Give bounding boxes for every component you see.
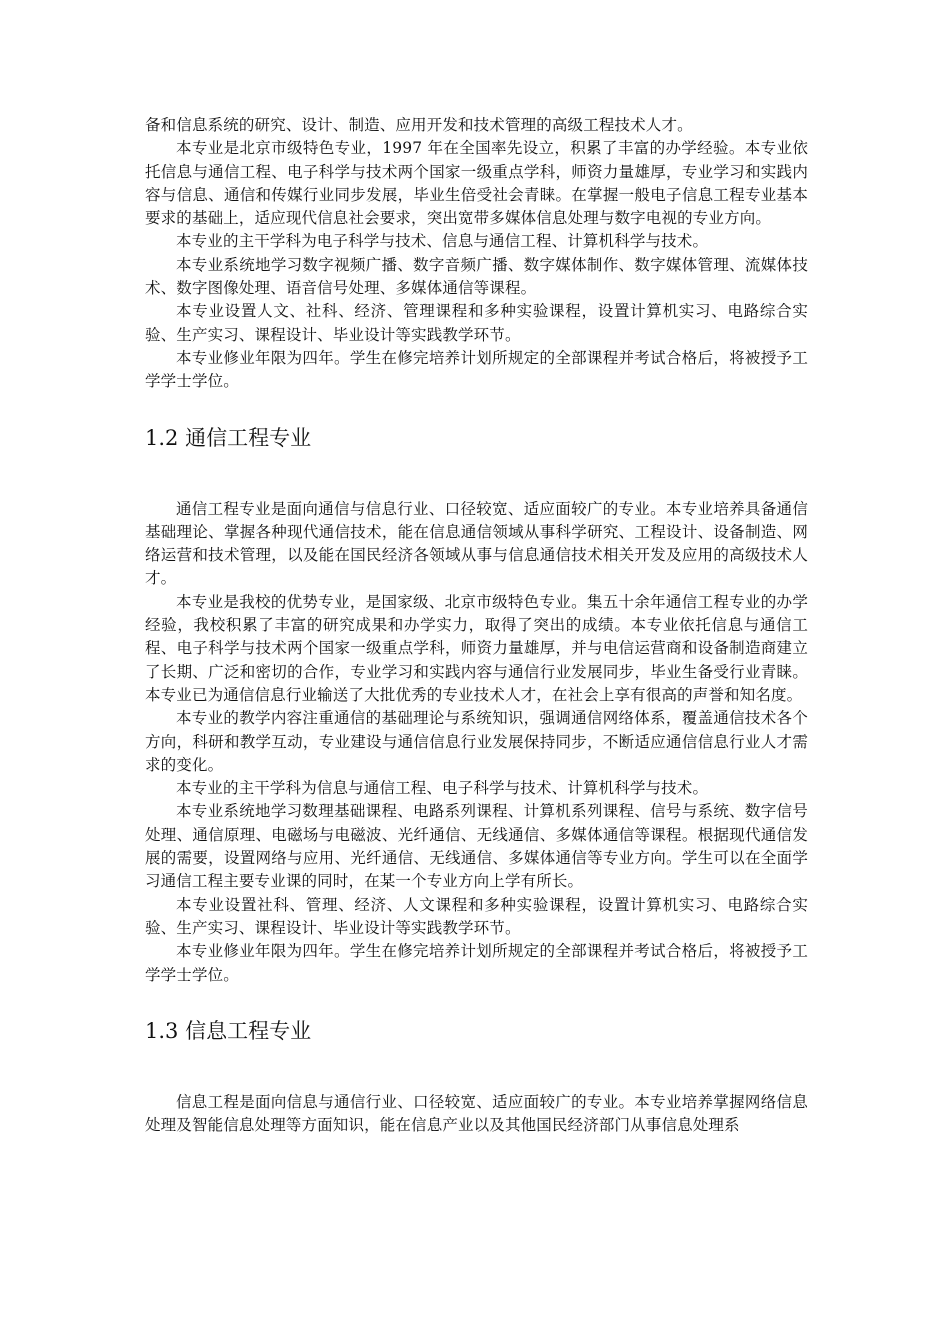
paragraph: 本专业的主干学科为信息与通信工程、电子科学与技术、计算机科学与技术。 xyxy=(176,779,709,798)
paragraph: 本专业是我校的优势专业，是国家级、北京市级特色专业。集五十余年通信工程专业的办学经验，我校积累了丰富的研究成果和办学实力，取得了突出的成绩。本专业依托信息与通信工程、电子科学与技术两个国家一级重点学科，师资力量雄厚，并与电信运营商和设备制造商建立了长期、广泛和密切的合作，专业学习和实践内容与通信行业发展同步，毕业生备受行业青睐。本专业已为通信信息行业输送了大批优秀的专业技术人才，在社会上享有很高的声誉和知名度。 xyxy=(145,592,808,704)
paragraph: 本专业设置社科、管理、经济、人文课程和多种实验课程，设置计算机实习、电路综合实验、生产实习、课程设计、毕业设计等实践教学环节。 xyxy=(145,895,808,937)
document-page xyxy=(145,114,808,1137)
paragraph: 本专业是北京市级特色专业，1997 年在全国率先设立，积累了丰富的办学经验。本专业依托信息与通信工程、电子科学与技术两个国家一级重点学科，师资力量雄厚，专业学习和实践内容与信息、通信和传媒行业同步发展，毕业生倍受社会青睐。在掌握一般电子信息工程专业基本要求的基础上，适应现代信息社会要求，突出宽带多媒体信息处理与数字电视的专业方向。 xyxy=(145,139,808,228)
paragraph: 本专业的主干学科为电子科学与技术、信息与通信工程、计算机科学与技术。 xyxy=(176,232,709,251)
section-heading-1-2: 1.2 通信工程专业 xyxy=(145,425,312,450)
paragraph: 备和信息系统的研究、设计、制造、应用开发和技术管理的高级工程技术人才。 xyxy=(145,116,693,134)
paragraph: 本专业的教学内容注重通信的基础理论与系统知识，强调通信网络体系，覆盖通信技术各个方向，科研和教学互动，专业建设与通信信息行业发展保持同步，不断适应通信信息行业人才需求的变化。 xyxy=(145,709,808,774)
paragraph: 本专业系统地学习数字视频广播、数字音频广播、数字媒体制作、数字媒体管理、流媒体技术、数字图像处理、语音信号处理、多媒体通信等课程。 xyxy=(145,255,808,298)
section-heading-1-3: 1.3 信息工程专业 xyxy=(145,1018,312,1043)
paragraph: 本专业系统地学习数理基础课程、电路系列课程、计算机系列课程、信号与系统、数字信号处理、通信原理、电磁场与电磁波、光纤通信、无线通信、多媒体通信等课程。根据现代通信发展的需要，设置网络与应用、光纤通信、无线通信、多媒体通信等专业方向。学生可以在全面学习通信工程主要专业课的同时，在某一个专业方向上学有所长。 xyxy=(145,802,808,891)
paragraph: 本专业修业年限为四年。学生在修完培养计划所规定的全部课程并考试合格后，将被授予工学学士学位。 xyxy=(145,348,808,391)
paragraph: 通信工程专业是面向通信与信息行业、口径较宽、适应面较广的专业。本专业培养具备通信基础理论、掌握各种现代通信技术，能在信息通信领域从事科学研究、工程设计、设备制造、网络运营和技术管理，以及能在国民经济各领域从事与信息通信技术相关开发及应用的高级技术人才。 xyxy=(145,499,808,588)
paragraph: 本专业修业年限为四年。学生在修完培养计划所规定的全部课程并考试合格后，将被授予工学学士学位。 xyxy=(145,942,808,984)
paragraph: 本专业设置人文、社科、经济、管理课程和多种实验课程，设置计算机实习、电路综合实验、生产实习、课程设计、毕业设计等实践教学环节。 xyxy=(145,302,808,344)
paragraph: 信息工程是面向信息与通信行业、口径较宽、适应面较广的专业。本专业培养掌握网络信息处理及智能信息处理等方面知识，能在信息产业以及其他国民经济部门从事信息处理系 xyxy=(145,1092,808,1135)
